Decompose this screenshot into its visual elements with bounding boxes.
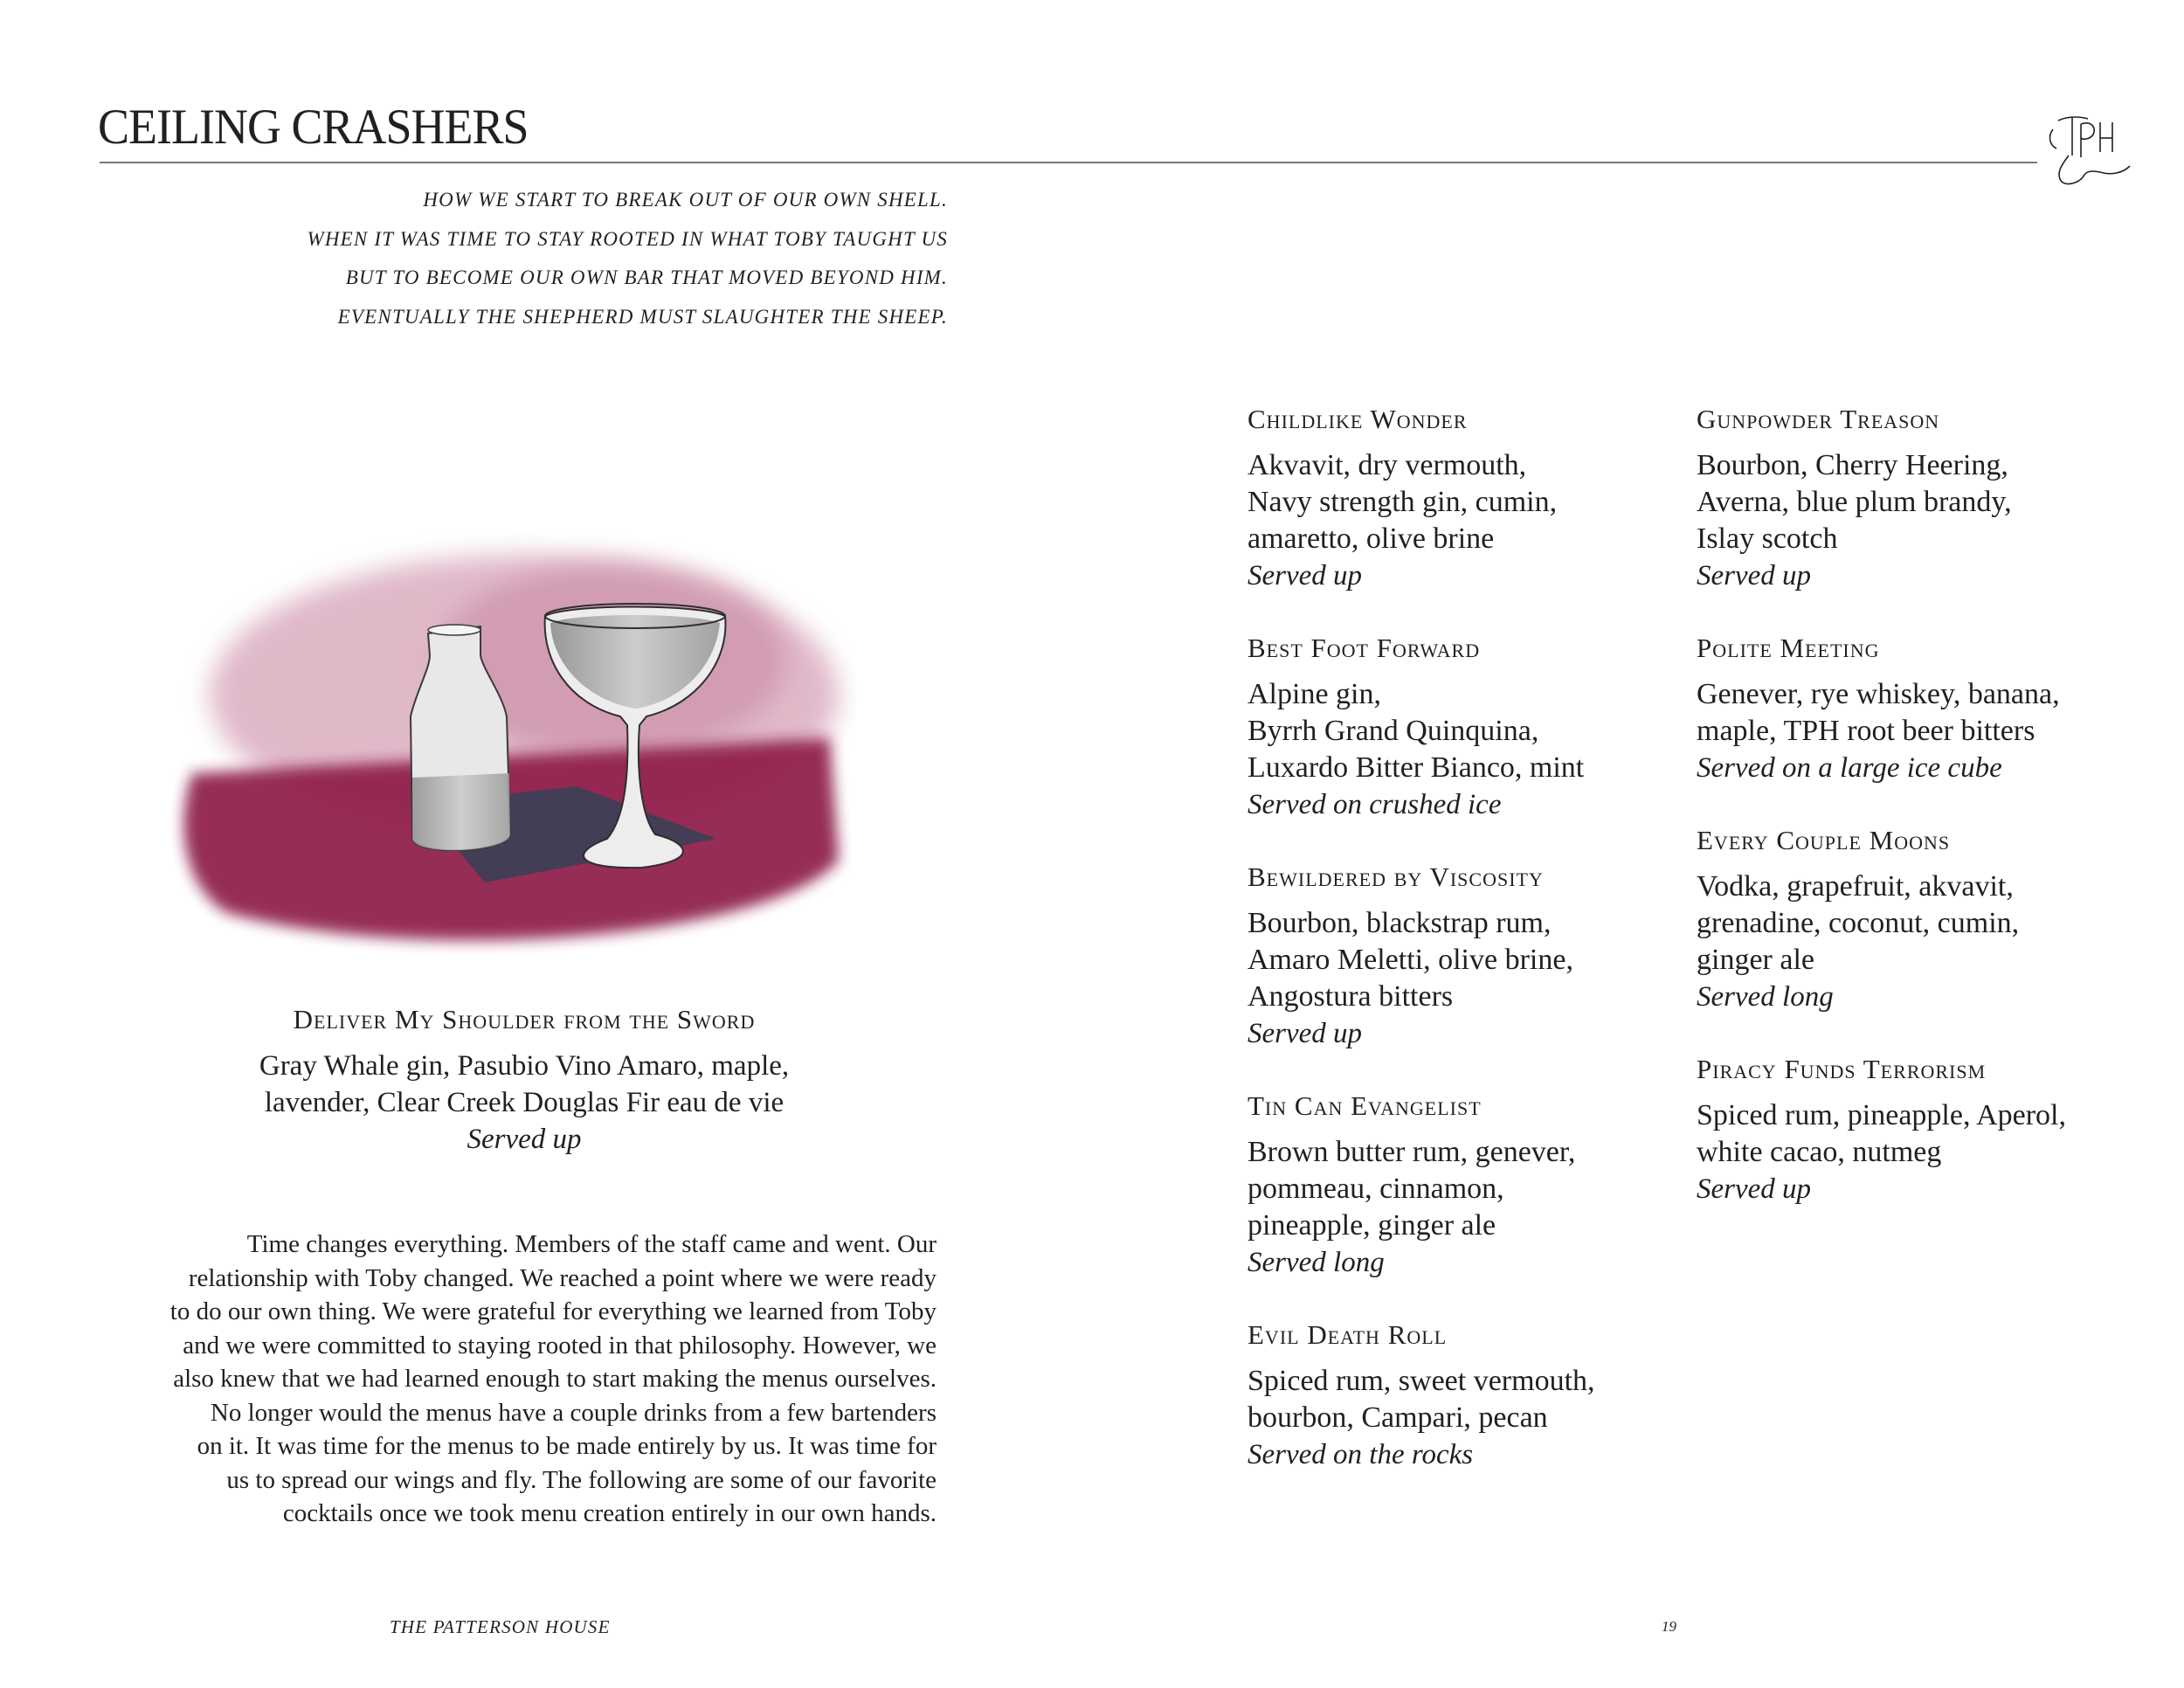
intro-line: HOW WE START TO BREAK OUT OF OUR OWN SHELL. — [423, 189, 948, 211]
drink-childlike-wonder — [1248, 400, 1667, 594]
drink-ingredients: bourbon, Campari, pecan — [1248, 1401, 1548, 1434]
drink-name: Piracy Funds Terrorism — [1697, 1054, 1987, 1084]
drink-ingredients: Islay scotch — [1697, 522, 1838, 555]
story-line: to do our own thing. We were grateful for everything we learned from Toby — [169, 1297, 936, 1325]
drink-ingredients: pineapple, ginger ale — [1248, 1209, 1496, 1242]
drink-ingredients: Brown butter rum, genever, — [1248, 1136, 1576, 1168]
drink-polite-meeting — [1697, 629, 2151, 786]
drink-name: Tin Can Evangelist — [1248, 1090, 1482, 1121]
drink-ingredients: Spiced rum, pineapple, Aperol, — [1697, 1099, 2067, 1131]
drink-name: Polite Meeting — [1697, 633, 1880, 663]
drink-serve: Served up — [1248, 1018, 1363, 1049]
drink-serve: Served on crushed ice — [1248, 789, 1502, 820]
story-line: on it. It was time for the menus to be made entirely by us. It was time for — [197, 1432, 936, 1460]
page-number: 19 — [1662, 1618, 1676, 1635]
story-line: cocktails once we took menu creation entirely in our own hands. — [282, 1499, 936, 1527]
story-line: us to spread our wings and fly. The following are some of our favorite — [226, 1465, 936, 1494]
intro-line: WHEN IT WAS TIME TO STAY ROOTED IN WHAT TOBY TAUGHT US — [307, 227, 948, 250]
drink-serve: Served long — [1248, 1247, 1385, 1278]
drink-ingredients: white cacao, nutmeg — [1697, 1136, 1942, 1168]
drink-evil-death-roll — [1248, 1316, 1667, 1473]
intro-line: BUT TO BECOME OUR OWN BAR THAT MOVED BEYOND HIM. — [345, 266, 948, 288]
story-line: No longer would the menus have a couple drinks from a few bartenders — [210, 1398, 936, 1427]
drink-ingredients: Bourbon, blackstrap rum, — [1248, 907, 1552, 939]
featured-drink-ingredients: lavender, Clear Creek Douglas Fir eau de vie — [264, 1087, 784, 1118]
drink-ingredients: Akvavit, dry vermouth, — [1248, 449, 1527, 481]
drink-name: Best Foot Forward — [1248, 633, 1481, 663]
drink-every-couple-moons — [1697, 821, 2151, 1015]
drink-ingredients: Spiced rum, sweet vermouth, — [1248, 1365, 1595, 1397]
drink-name: Evil Death Roll — [1248, 1319, 1448, 1350]
drink-ingredients: Navy strength gin, cumin, — [1248, 486, 1558, 518]
drink-piracy-funds-terrorism — [1697, 1050, 2151, 1207]
drink-bewildered-by-viscosity — [1248, 858, 1667, 1052]
drink-name: Gunpowder Treason — [1697, 404, 1940, 434]
intro-text — [87, 181, 948, 336]
story-line: and we were committed to staying rooted in that philosophy. However, we — [183, 1331, 936, 1359]
featured-drink-name: Deliver My Shoulder from the Sword — [293, 1004, 756, 1034]
drink-name: Bewildered by Viscosity — [1248, 861, 1544, 892]
drink-ingredients: Amaro Meletti, olive brine, — [1248, 944, 1573, 976]
drink-ingredients: pommeau, cinnamon, — [1248, 1173, 1504, 1205]
story-line: also knew that we had learned enough to start making the menus ourselves. — [173, 1365, 936, 1393]
intro-line: EVENTUALLY THE SHEPHERD MUST SLAUGHTER THE SHEEP. — [337, 305, 948, 328]
drink-ingredients: Genever, rye whiskey, banana, — [1697, 678, 2060, 710]
drink-ingredients: Alpine gin, — [1248, 678, 1381, 710]
drink-best-foot-forward — [1248, 629, 1667, 823]
drink-ingredients: Vodka, grapefruit, akvavit, — [1697, 870, 2014, 903]
menu-column-left — [1248, 400, 1667, 1508]
featured-drink-serve: Served up — [467, 1124, 582, 1155]
featured-drink-ingredients: Gray Whale gin, Pasubio Vino Amaro, maple, — [259, 1050, 790, 1082]
tph-monogram-icon — [2042, 112, 2139, 190]
footer-text: THE PATTERSON HOUSE — [390, 1616, 611, 1637]
drink-ingredients: maple, TPH root beer bitters — [1697, 715, 2035, 747]
drink-serve: Served up — [1248, 560, 1363, 591]
drink-ingredients: ginger ale — [1697, 944, 1814, 976]
drink-tin-can-evangelist — [1248, 1087, 1667, 1281]
drink-serve: Served long — [1697, 981, 1834, 1013]
story-paragraph — [107, 1228, 936, 1531]
story-line: relationship with Toby changed. We reached a point where we were ready — [188, 1263, 936, 1292]
featured-drink — [166, 1000, 882, 1158]
drink-serve: Served on a large ice cube — [1697, 752, 2002, 784]
drink-ingredients: grenadine, coconut, cumin, — [1697, 907, 2020, 939]
drink-ingredients: amaretto, olive brine — [1248, 522, 1495, 555]
drink-serve: Served up — [1697, 560, 1812, 591]
title-rule — [100, 162, 2037, 163]
drink-serve: Served up — [1697, 1173, 1812, 1205]
drink-ingredients: Byrrh Grand Quinquina, — [1248, 715, 1539, 747]
story-line: Time changes everything. Members of the staff came and went. Our — [246, 1230, 936, 1258]
drink-name: Every Couple Moons — [1697, 825, 1951, 855]
drink-name: Childlike Wonder — [1248, 404, 1468, 434]
drink-ingredients: Angostura bitters — [1248, 980, 1454, 1013]
menu-column-right — [1697, 400, 2151, 1242]
cocktail-illustration — [157, 529, 856, 974]
drink-gunpowder-treason — [1697, 400, 2151, 594]
drink-ingredients: Luxardo Bitter Bianco, mint — [1248, 751, 1585, 784]
drink-serve: Served on the rocks — [1248, 1439, 1474, 1470]
drink-ingredients: Averna, blue plum brandy, — [1697, 486, 2012, 518]
page-title: CEILING CRASHERS — [98, 99, 529, 155]
drink-ingredients: Bourbon, Cherry Heering, — [1697, 449, 2008, 481]
